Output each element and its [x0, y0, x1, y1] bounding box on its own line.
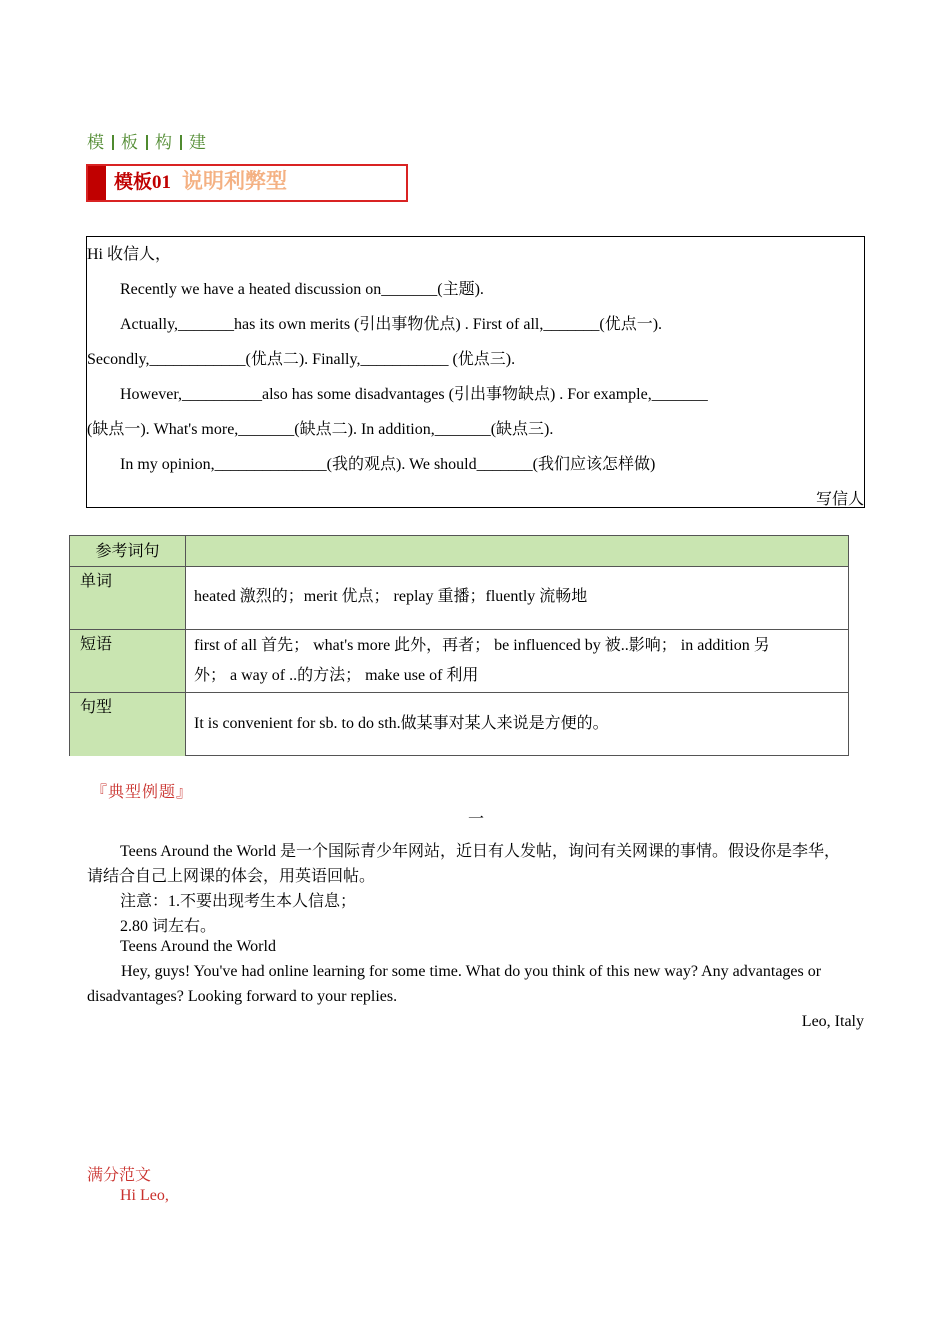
prompt-line: 2.80 词左右。	[120, 918, 217, 935]
separator	[146, 135, 148, 150]
title-accent-bar	[88, 166, 106, 200]
letter-greeting: Hi 收信人，	[87, 246, 172, 263]
table-divider	[70, 566, 848, 567]
section-label-char: 构	[155, 133, 173, 152]
prompt-line: 注意：1.不要出现考生本人信息；	[120, 893, 357, 910]
letter-line: Actually,_______has its own merits (引出事物优点) . First of all,_______(优点一).	[120, 316, 663, 333]
separator	[180, 135, 182, 150]
table-row-content: first of all 首先； what's more 此外，再者； be influenced by 被..影响； in addition 另	[194, 637, 770, 654]
template-name: 说明利弊型	[182, 169, 287, 193]
letter-line: In my opinion,______________(我的观点). We should_______(我们应该怎样做)	[120, 456, 656, 473]
prompt-line: Hey, guys! You've had online learning for some time. What do you think of this new way? Any advantages or	[121, 963, 822, 980]
letter-line: Secondly,____________(优点二). Finally,___________ (优点三).	[87, 351, 516, 368]
reference-table	[69, 535, 849, 756]
section-label	[87, 128, 207, 153]
table-row-label: 短语	[80, 636, 113, 653]
section-label-char: 模	[87, 133, 105, 152]
post-signature: Leo, Italy	[801, 1013, 864, 1030]
example-heading: 『典型例题』	[91, 784, 194, 801]
table-divider	[70, 692, 848, 693]
model-answer-heading: 满分范文	[87, 1167, 152, 1184]
letter-signature: 写信人	[815, 491, 864, 508]
table-header-label: 参考词句	[95, 543, 160, 560]
prompt-line: Teens Around the World 是一个国际青少年网站，近日有人发帖，询问有关网课的事情。假设你是李华，	[120, 843, 840, 860]
table-row-label: 单词	[80, 573, 113, 590]
model-answer-greeting: Hi Leo,	[120, 1187, 169, 1204]
template-title-box	[86, 164, 408, 202]
table-row-content: heated 激烈的；merit 优点； replay 重播；fluently 流畅地	[194, 588, 588, 605]
letter-line: Recently we have a heated discussion on_______(主题).	[120, 281, 484, 298]
letter-line: However,__________also has some disadvantages (引出事物缺点) . For example,_______	[120, 386, 708, 403]
table-divider	[185, 536, 186, 755]
separator	[112, 135, 114, 150]
prompt-line: 请结合自己上网课的体会，用英语回帖。	[87, 868, 376, 885]
table-divider	[70, 629, 848, 630]
table-label-column	[70, 566, 185, 756]
table-header-row	[70, 536, 848, 566]
table-row-content: 外； a way of ..的方法； make use of 利用	[194, 667, 479, 684]
section-label-char: 建	[189, 133, 207, 152]
example-number: 一	[468, 811, 485, 828]
prompt-line: disadvantages? Looking forward to your replies.	[87, 988, 398, 1005]
table-row-label: 句型	[80, 699, 113, 716]
letter-template-box	[86, 236, 865, 508]
section-label-char: 板	[121, 133, 139, 152]
template-number: 模板01	[114, 172, 172, 193]
table-row-content: It is convenient for sb. to do sth.做某事对某人来说是方便的。	[194, 715, 609, 732]
letter-line: (缺点一). What's more,_______(缺点二). In addition,_______(缺点三).	[87, 421, 554, 438]
prompt-line: Teens Around the World	[120, 938, 276, 955]
